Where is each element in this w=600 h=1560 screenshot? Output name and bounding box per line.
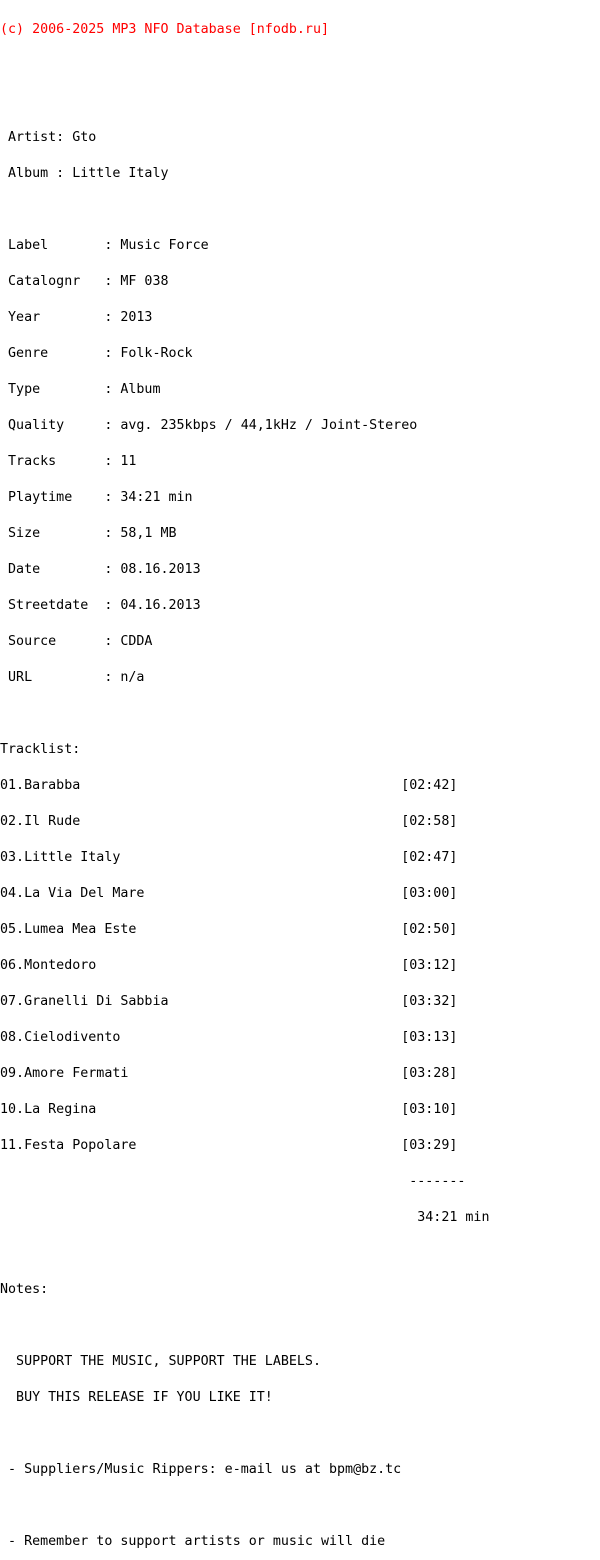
track-row: 01.Barabba [02:42] [0, 778, 458, 793]
detail-date: Date : 08.16.2013 [0, 562, 201, 577]
detail-quality: Quality : avg. 235kbps / 44,1kHz / Joint-Stereo [0, 418, 418, 433]
blank-line [0, 204, 600, 216]
footer-suppliers: - Suppliers/Music Rippers: e-mail us at bpm@bz.tc [0, 1462, 402, 1477]
total-separator: ------- [0, 1174, 466, 1189]
detail-genre: Genre : Folk-Rock [0, 346, 193, 361]
blank-line [0, 1320, 600, 1332]
total-playtime: 34:21 min [0, 1210, 490, 1225]
blank-line [0, 1248, 600, 1260]
track-row: 06.Montedoro [03:12] [0, 958, 458, 973]
blank-line [0, 96, 600, 108]
notes-line: BUY THIS RELEASE IF YOU LIKE IT! [0, 1390, 273, 1405]
track-row: 03.Little Italy [02:47] [0, 850, 458, 865]
blank-line [0, 60, 600, 72]
detail-catalognr: Catalognr : MF 038 [0, 274, 169, 289]
detail-size: Size : 58,1 MB [0, 526, 177, 541]
blank-line [0, 1500, 600, 1512]
detail-playtime: Playtime : 34:21 min [0, 490, 193, 505]
footer-remember: - Remember to support artists or music will die [0, 1534, 386, 1549]
detail-label: Label : Music Force [0, 238, 209, 253]
notes-line: SUPPORT THE MUSIC, SUPPORT THE LABELS. [0, 1354, 321, 1369]
track-row: 02.Il Rude [02:58] [0, 814, 458, 829]
track-row: 10.La Regina [03:10] [0, 1102, 458, 1117]
tracklist-heading: Tracklist: [0, 742, 81, 757]
track-row: 08.Cielodivento [03:13] [0, 1030, 458, 1045]
blank-line [0, 1428, 600, 1440]
track-row: 11.Festa Popolare [03:29] [0, 1138, 458, 1153]
detail-year: Year : 2013 [0, 310, 153, 325]
track-row: 05.Lumea Mea Este [02:50] [0, 922, 458, 937]
detail-type: Type : Album [0, 382, 161, 397]
album-line: Album : Little Italy [0, 166, 169, 181]
artist-line: Artist: Gto [0, 130, 97, 145]
detail-url: URL : n/a [0, 670, 145, 685]
blank-line [0, 708, 600, 720]
detail-source: Source : CDDA [0, 634, 153, 649]
notes-heading: Notes: [0, 1282, 49, 1297]
track-row: 04.La Via Del Mare [03:00] [0, 886, 458, 901]
site-header: (c) 2006-2025 MP3 NFO Database [nfodb.ru] [0, 22, 329, 37]
track-row: 09.Amore Fermati [03:28] [0, 1066, 458, 1081]
track-row: 07.Granelli Di Sabbia [03:32] [0, 994, 458, 1009]
detail-streetdate: Streetdate : 04.16.2013 [0, 598, 201, 613]
detail-tracks: Tracks : 11 [0, 454, 137, 469]
